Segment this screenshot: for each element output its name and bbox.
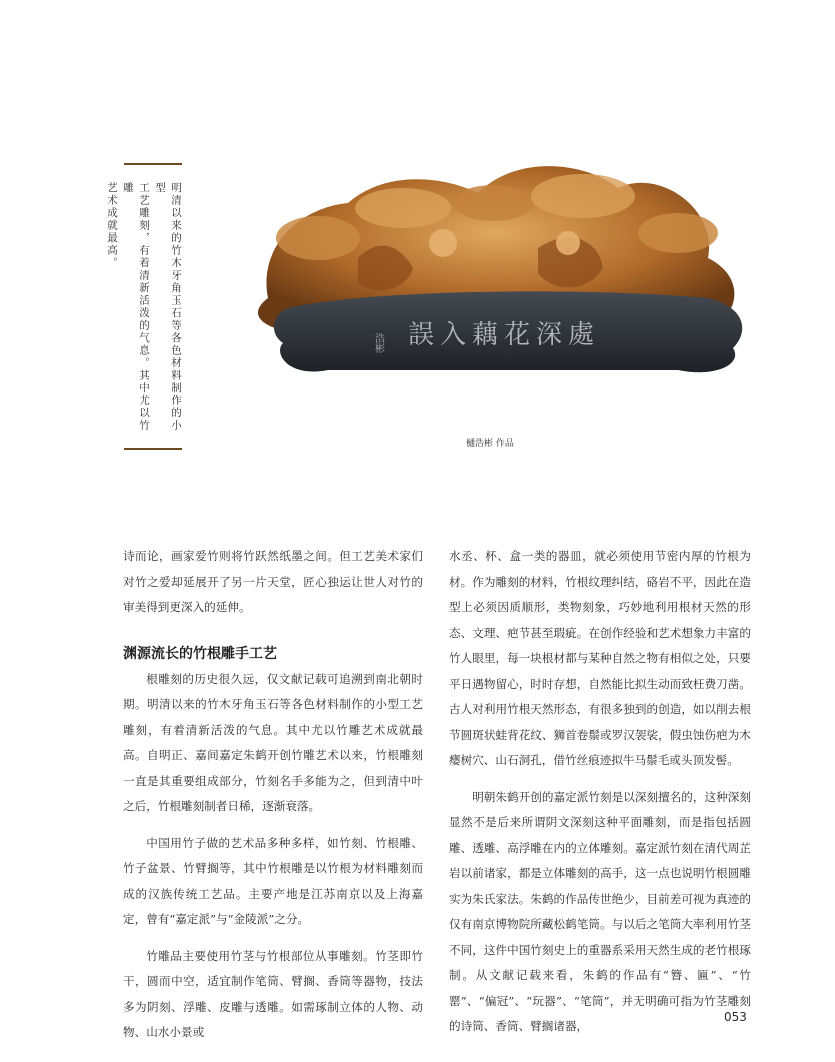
quote-line-2: 工艺雕刻，有着清新活泼的气息。其中尤以竹雕 — [122, 182, 150, 432]
quote-line-1: 明清以来的竹木牙角玉石等各色材料制作的小型 — [154, 182, 182, 432]
quote-line-3: 艺术成就最高。 — [106, 182, 118, 270]
stand-signature-text: 浩彬 — [372, 333, 384, 353]
paragraph-materials: 竹雕品主要使用竹茎与竹根部位从事雕刻。竹茎即竹干，圆而中空，适宜制作笔筒、臂搁、香筒等器物，技法多为阴刻、浮雕、皮雕与透雕。如需琢制立体的人物、动物、山水小景或 — [123, 948, 423, 1039]
paragraph-jiading-school: 明朝朱鹤开创的嘉定派竹刻是以深刻擅名的，这种深刻显然不是后来所谓阴文深刻这种平面雕刻，而是指包括圆雕、透雕、高浮雕在内的立体雕刻。嘉定派竹刻在清代周芷岩以前诸家，都是立体雕刻的高手，这一点也说明竹根圆雕实为朱氏家法。朱鹤的作品传世绝少，目前差可视为真迹的仅有南京博物院所藏松鹤笔筒。与以后之笔筒大率利用竹茎不同，这件中国竹刻史上的重器系采用天然生成的老竹根琢制。从文献记载来看，朱鹤的作品有“簪、匾”、“竹罂”、“偏冠”、“玩器”、“笔筒”，并无明确可指为竹茎雕刻的诗筒、香筒、臂搁诸器， — [449, 789, 751, 1033]
article-left-column — [123, 544, 423, 1046]
page-number: 053 — [724, 1010, 747, 1024]
paragraph-root-material: 水丞、杯、盒一类的器皿，就必须使用节密内厚的竹根为材。作为雕刻的材料，竹根纹理纠结，硌岩不平，因此在造型上必须因质顺形，类物刻象，巧妙地利用根材天然的形态、文理、疤节甚至瑕疵。在创作经验和艺术想象力丰富的竹人眼里，每一块根材都与某种自然之物有相似之处，只要平日遇物留心，时时存想，自然能比拟生动而致枉费刀凿。古人对利用竹根天然形态，有很多独到的创造，如以削去根节圆斑状蛙背花纹、狮首卷鬃或罗汉袈裟，假虫蚀伤疤为木瘿树穴、山石洞孔，借竹丝痕迹拟牛马鬃毛或头顶发髻。 — [449, 549, 751, 767]
bamboo-root-carving-image — [238, 148, 758, 388]
article-right-column — [449, 544, 751, 1040]
paragraph-intro: 诗而论，画家爱竹则将竹跃然纸墨之间。但工艺美术家们对竹之爱却延展开了另一片天堂，匠心独运让世人对竹的审美得到更深入的延伸。 — [123, 549, 423, 614]
sidebar-pull-quote — [106, 182, 184, 442]
sidebar-bottom-rule — [124, 448, 182, 450]
sidebar-top-rule — [124, 163, 182, 165]
paragraph-history: 根雕刻的历史很久远，仅文献记载可追溯到南北朝时期。明清以来的竹木牙角玉石等各色材料制作的小型工艺雕刻，有着清新活泼的气息。其中尤以竹雕艺术成就最高。自明正、嘉间嘉定朱鹤开创竹雕艺术以来，竹根雕刻一直是其重要组成部分，竹刻名手多能为之，但到清中叶之后，竹根雕刻制者日稀，逐渐衰落。 — [123, 671, 423, 813]
figure-caption: 樋浩彬 作品 — [466, 439, 514, 449]
section-heading: 渊源流长的竹根雕手工艺 — [123, 645, 277, 662]
paragraph-art-forms: 中国用竹子做的艺术品多种多样，如竹刻、竹根雕、竹子盆景、竹臂搁等，其中竹根雕是以竹根为材料雕刻而成的汉族传统工艺品。主要产地是江苏南京以及上海嘉定，曾有“嘉定派”与“金陵派”之分。 — [123, 835, 423, 926]
stand-title-text: 誤入藕花深處 — [408, 320, 601, 350]
